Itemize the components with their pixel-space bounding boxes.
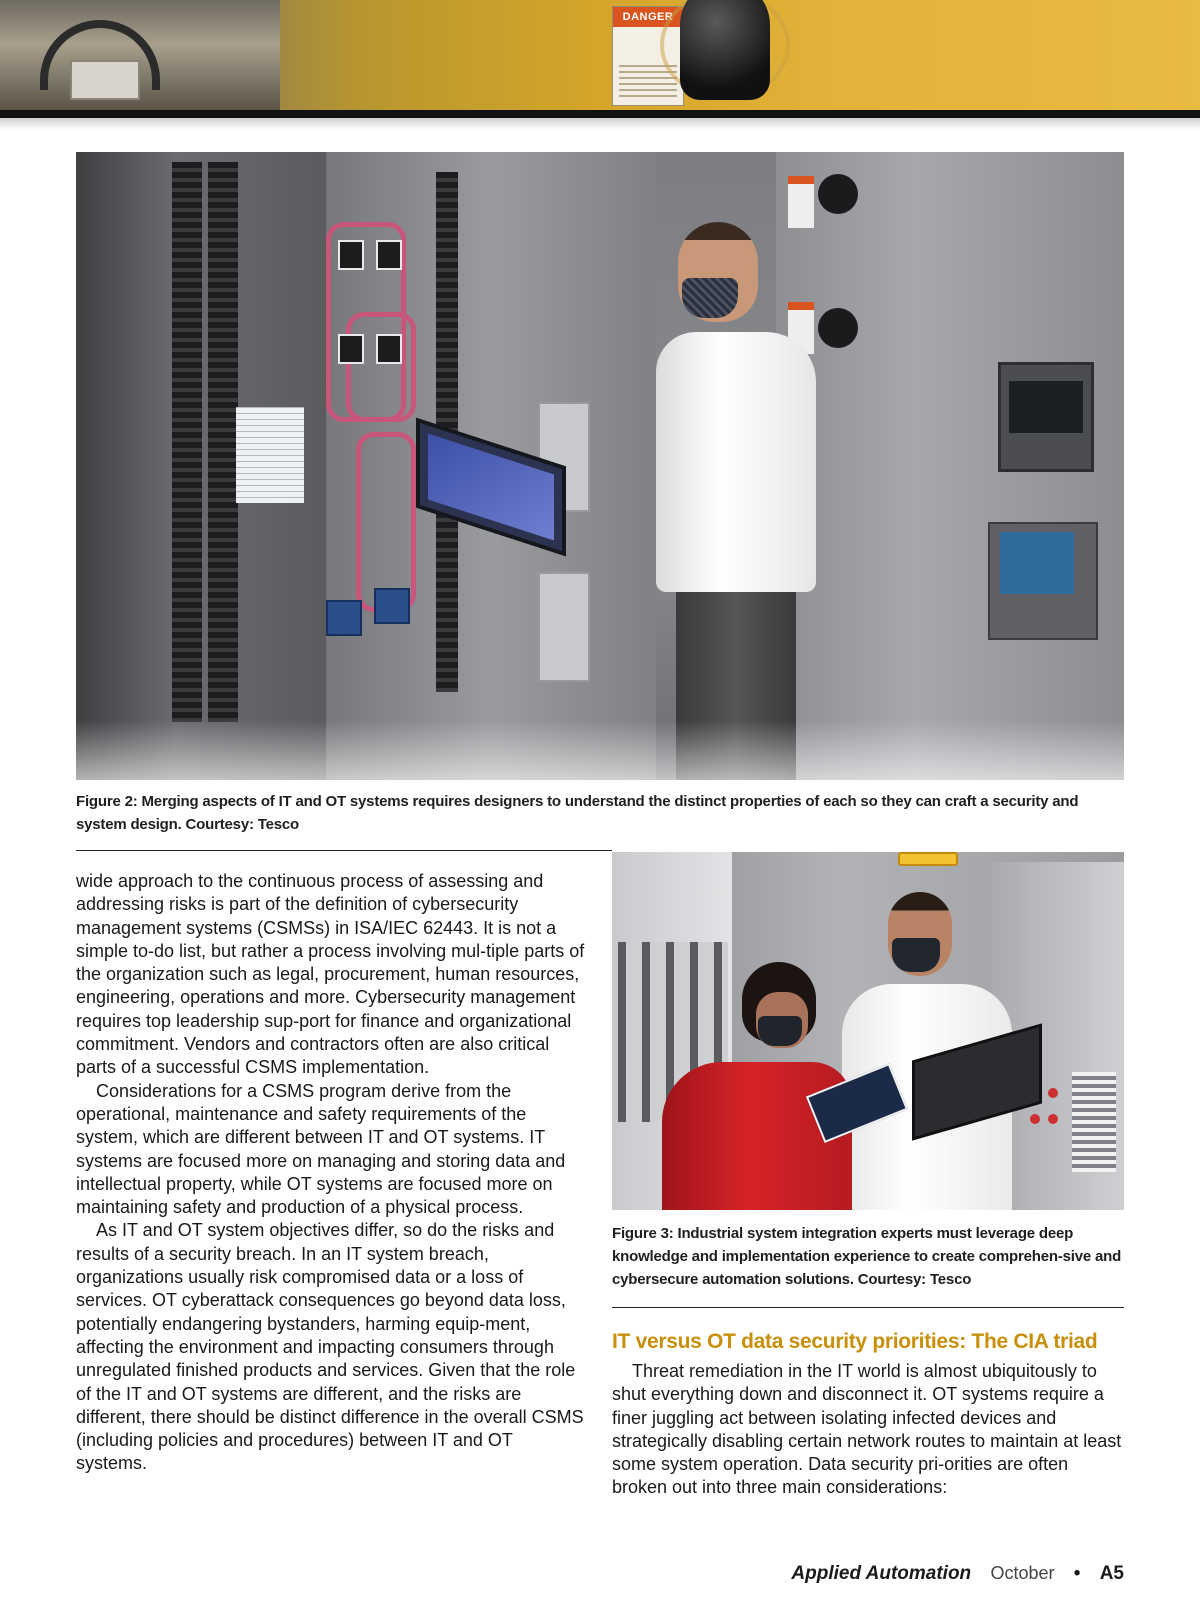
breaker-graphic bbox=[70, 60, 140, 100]
page-number: A5 bbox=[1099, 1563, 1124, 1584]
body-paragraph: Considerations for a CSMS program derive from the operational, maintenance and safety requirements of the system, which are different between IT and OT systems. IT systems are focused more on managing and storing data and intellectual property, while OT systems are focused more on maintaining safety and production of a physical process. bbox=[76, 1080, 566, 1218]
body-paragraph: wide approach to the continuous process of assessing and addressing risks is part of the definition of cybersecurity management systems (CSMSs) in ISA/IEC 62443. It is not a simple to-do list, but rather a process involving mul-tiple parts of the organization such as legal, procurement, human resources, engineering, operations and more. Cybersecurity management requires top leadership sup-port for finance and organizational commitment. Vendors and contractors often are also critical parts of a successful CSMS implementation. bbox=[76, 871, 585, 1078]
caption-divider bbox=[76, 850, 612, 851]
figure-2-caption: Figure 2: Merging aspects of IT and OT systems requires designers to understand the distinct properties of each so they can craft a security and system design. Courtesy: Tesco bbox=[76, 793, 1079, 833]
issue-month: October bbox=[990, 1563, 1055, 1583]
danger-label: DANGER bbox=[613, 7, 683, 27]
controller-display bbox=[998, 362, 1094, 472]
wiring-chart-paper bbox=[236, 407, 304, 503]
left-column bbox=[76, 870, 588, 1476]
face-mask bbox=[682, 278, 738, 318]
footer-separator: • bbox=[1073, 1563, 1081, 1584]
blue-device bbox=[988, 522, 1098, 640]
figure-3-caption: Figure 3: Industrial system integration experts must leverage deep knowledge and implementation experience to create comprehen-sive and cybersecure automation solutions. Courtesy: Tesco bbox=[612, 1225, 1122, 1288]
face-mask bbox=[758, 1016, 802, 1046]
disconnect-knob-graphic bbox=[680, 0, 770, 100]
body-paragraph: Threat remediation in the IT world is almost ubiquitously to shut everything down and disconnect it. OT systems require a finer juggling act between isolating infected devices and strategically disabling certain network routes to maintain at least some system operation. Data security pri-orities are often broken out into three main considerations: bbox=[612, 1361, 1122, 1498]
page-footer bbox=[700, 1563, 1124, 1585]
company-logo-sign bbox=[898, 852, 958, 866]
figure-2-photo bbox=[76, 152, 1124, 780]
body-paragraph: As IT and OT system objectives differ, so do the risks and results of a security breach. In an IT system breach, organizations usually risk compromised data or a loss of services. OT cyberattack consequences go beyond data loss, potentially endangering bystanders, harming equip-ment, affecting the environment and impacting consumers through unregulated finished products and services. Given that the role of the IT and OT systems are different, and the risks are different, there should be distinct difference in the overall CSMS (including policies and procedures) between IT and OT systems. bbox=[76, 1220, 584, 1474]
engineer-figure bbox=[632, 962, 852, 1210]
top-banner-photo bbox=[0, 0, 1200, 110]
publication-name: Applied Automation bbox=[791, 1563, 972, 1584]
face-mask bbox=[892, 938, 940, 972]
technician-figure bbox=[616, 222, 846, 780]
figure-3-photo bbox=[612, 852, 1124, 1210]
section-heading: IT versus OT data security priorities: The CIA triad bbox=[612, 1330, 1098, 1353]
caption-divider bbox=[612, 1307, 1124, 1308]
right-column bbox=[612, 1360, 1128, 1500]
banner-rule bbox=[0, 110, 1200, 118]
